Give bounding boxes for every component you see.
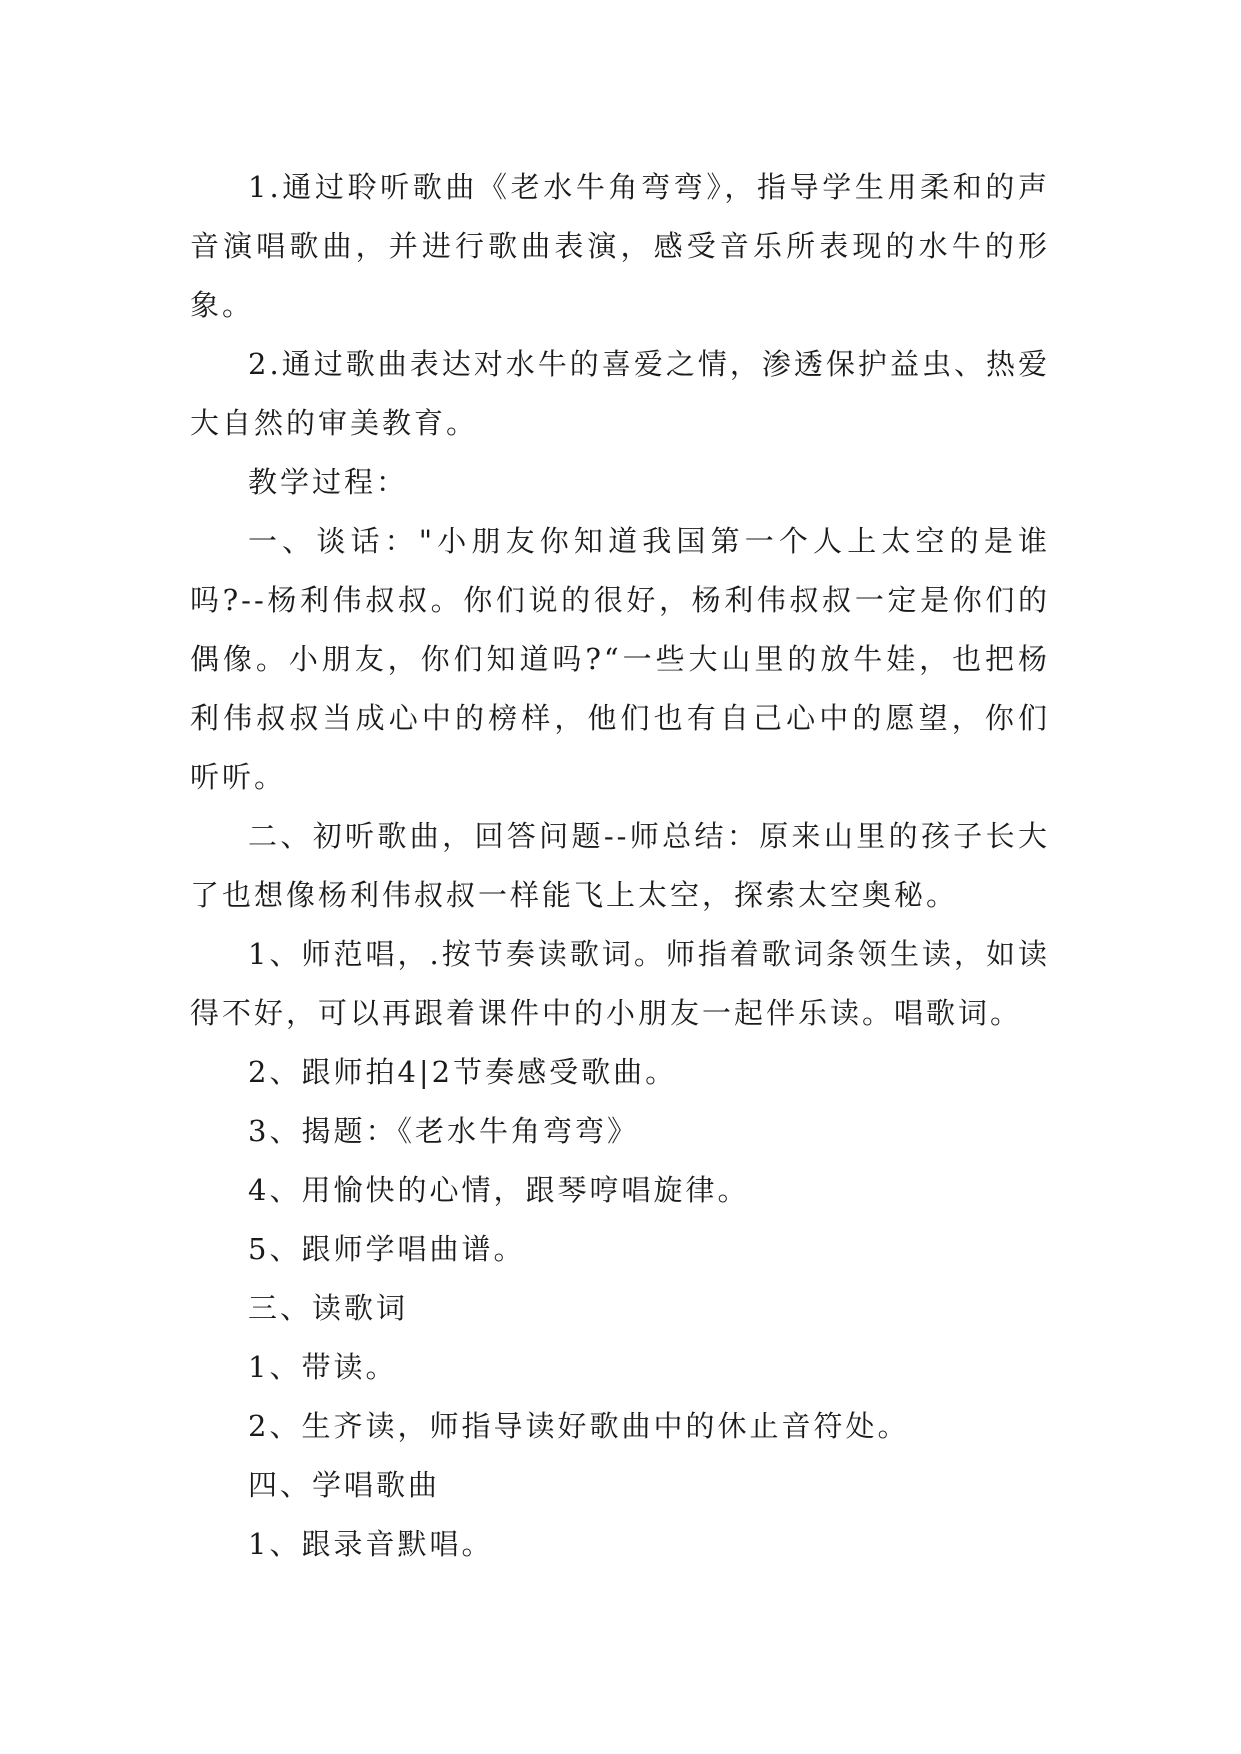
objective-1-paragraph: 1.通过聆听歌曲《老水牛角弯弯》，指导学生用柔和的声音演唱歌曲，并进行歌曲表演，感受音乐所表现的水牛的形象。 [190,170,1050,322]
objective-2-paragraph: 2.通过歌曲表达对水牛的喜爱之情，渗透保护益虫、热爱大自然的审美教育。 [190,347,1050,440]
section-2-listen-paragraph: 二、初听歌曲，回答问题--师总结：原来山里的孩子长大了也想像杨利伟叔叔一样能飞上太空，探索太空奥秘。 [190,819,1050,912]
step-5-paragraph: 5、跟师学唱曲谱。 [248,1232,526,1266]
step-3-paragraph: 3、揭题：《老水牛角弯弯》 [248,1114,639,1148]
document-page [190,158,1050,1574]
step-4-paragraph: 4、用愉快的心情，跟琴哼唱旋律。 [248,1173,750,1207]
section-1-talk-paragraph: 一、谈话："小朋友你知道我国第一个人上太空的是谁吗?--杨利伟叔叔。你们说的很好，杨利伟叔叔一定是你们的偶像。小朋友，你们知道吗?“一些大山里的放牛娃，也把杨利伟叔叔当成心中的榜样，他们也有自己心中的愿望，你们听听。 [190,524,1050,794]
section-4-step-1: 1、跟录音默唱。 [248,1527,494,1561]
section-3-step-1: 1、带读。 [248,1350,398,1384]
step-2-paragraph: 2、跟师拍4|2节奏感受歌曲。 [248,1055,678,1089]
process-heading: 教学过程： [248,465,409,499]
section-3-step-2: 2、生齐读，师指导读好歌曲中的休止音符处。 [248,1409,910,1443]
section-4-heading: 四、学唱歌曲 [248,1468,441,1502]
step-1-paragraph: 1、师范唱，.按节奏读歌词。师指着歌词条领生读，如读得不好，可以再跟着课件中的小朋友一起伴乐读。唱歌词。 [190,937,1050,1030]
section-3-heading: 三、读歌词 [248,1291,409,1325]
